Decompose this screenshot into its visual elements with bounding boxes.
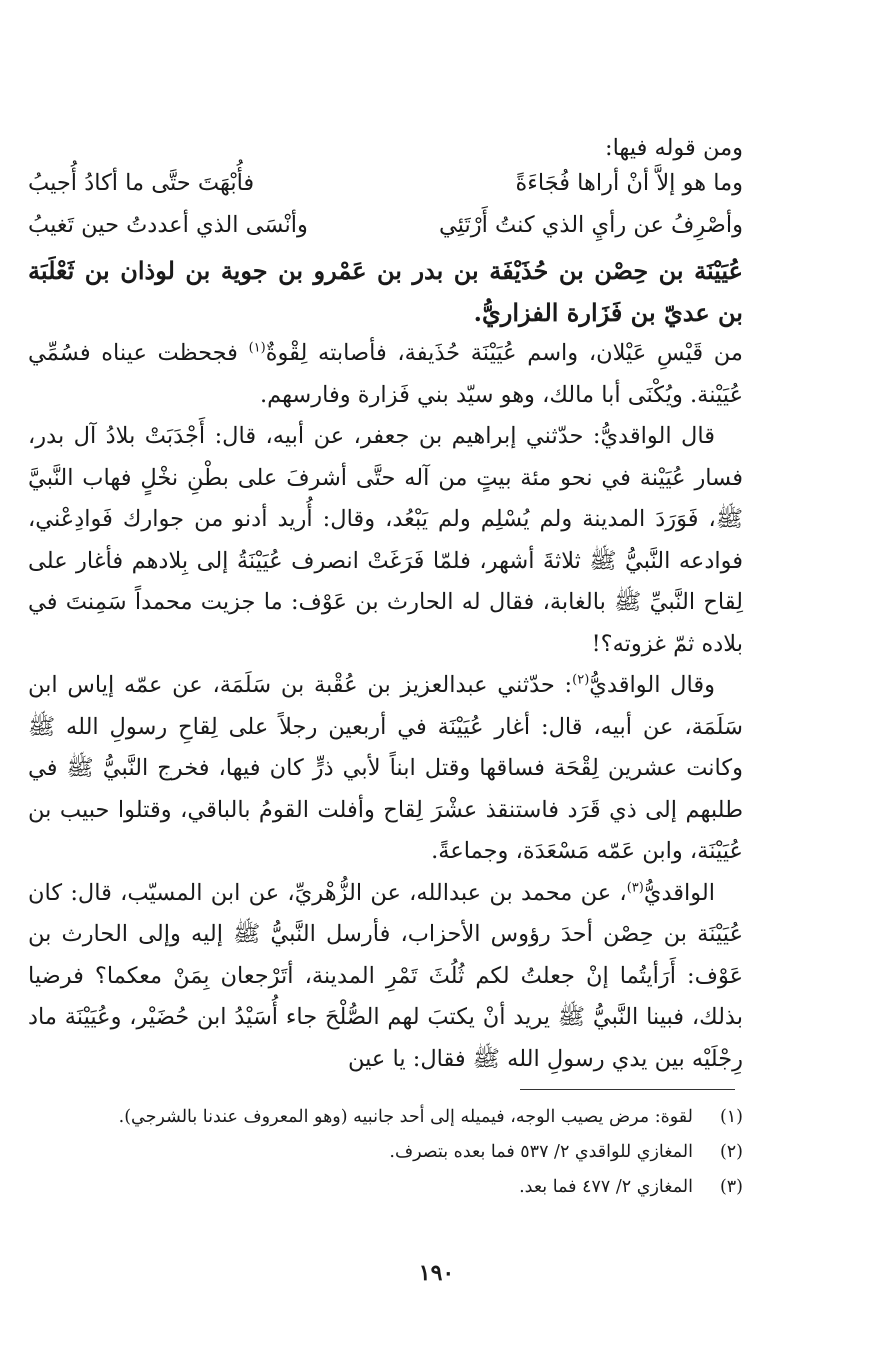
footnote-2 [28,1135,743,1170]
poem-verses [28,163,743,246]
paragraph-1-part-a: من قَيْسِ عَيْلان، واسم عُيَيْنَة حُذَيفة، فأصابته لِقْوةٌ [265,340,743,366]
verse-1-second-hemistich: فأُبْهَتَ حتَّى ما أكادُ أُجيبُ [28,170,255,196]
footnote-divider [520,1089,735,1090]
footnote-ref-2[interactable]: (٢) [572,672,590,688]
footnote-3 [28,1170,743,1205]
footnote-ref-1[interactable]: (١) [248,340,266,356]
paragraph-1 [28,333,743,416]
footnote-number: (٣) [719,1177,743,1197]
paragraph-4 [28,873,743,1081]
paragraph-4-part-b: ، عن محمد بن عبدالله، عن الزُّهْريِّ، عن ابن المسيّب، قال: كان عُيَيْنَة بن حِصْن أحدَ رؤوس الأحزاب، فأرسل النَّبيُّ ﷺ إليه وإلى الحارث بن عَوْف: أَرَأيتُما إنْ جعلتُ لكم ثُلُثَ تَمْرِ المدينة، أتَرْجعان بِمَنْ معكما؟ فرضيا بذلك، فبينا النَّبيُّ ﷺ يريد أنْ يكتبَ لهم الصُّلْحَ جاء أُسَيْدُ ابن حُضَيْر، وعُيَيْنَة ماد رِجْلَيْه بين يدي رسولِ الله ﷺ فقال: يا عين [28,879,743,1072]
paragraph-3-part-a: وقال الواقديُّ [589,672,715,698]
intro-line: ومن قوله فيها: [605,135,743,161]
paragraph-3-part-b: : حدّثني عبدالعزيز بن عُقْبة بن سَلَمَة، عن عمّه إياس ابن سَلَمَة، عن أبيه، قال: أغار عُيَيْنَة في أربعين رجلاً على لِقاحِ رسولِ الله ﷺ وكانت عشرين لِقْحَة فساقها وقتل ابناً لأبي ذرٍّ كان فيها، فخرج النَّبيُّ ﷺ في طلبهم إلى ذي قَرَد فاستنقذ عشْرَ لِقاح وأفلت القومُ بالباقي، وقتلوا حبيب بن عُيَيْنَة، وابن عَمّه مَسْعَدَة، وجماعةً. [28,672,743,864]
paragraph-3 [28,665,743,873]
footnote-text: لقوة: مرض يصيب الوجه، فيميله إلى أحد جانبيه (وهو المعروف عندنا بالشرجي). [118,1107,693,1127]
page-number: ١٩٠ [418,1260,455,1286]
footnotes [28,1100,743,1205]
footnote-ref-3[interactable]: (٣) [626,880,644,895]
footnote-text: المغازي للواقدي ٢/ ٥٣٧ فما بعده بتصرف. [389,1142,693,1162]
paragraph-1-part-b: فجحظت عيناه فسُمِّي عُيَيْنة. ويُكْنَى أبا مالك، وهو سيّد بني فَزارة وفارسهم. [28,340,743,408]
verse-line-1 [28,163,743,205]
verse-1-first-hemistich: وما هو إلاَّ أنْ أراها فُجَاءَةً [515,170,743,196]
biography-heading: عُيَيْنَة بن حِصْن بن حُذَيْفَة بن بدر بن عَمْرو بن جوية بن لوذان بن ثَعْلَبَة بن عديّ بن فَزَارة الفزاريُّ. [28,256,743,327]
paragraph-2: قال الواقديُّ: حدّثني إبراهيم بن جعفر، عن أبيه، قال: أَجْدَبَتْ بلادُ آل بدر، فسار عُيَيْنة في نحو مئة بيتٍ من آله حتَّى أشرفَ على بطْنِ نخْلٍ فهاب النَّبيَّ ﷺ، فَوَرَدَ المدينة ولم يُسْلِم ولم يَبْعُد، وقال: أُريد أدنو من جوارك فَوادِعْني، فوادعه النَّبيُّ ﷺ ثلاثةَ أشهر، فلمّا فَرَغَتْ انصرف عُيَيْنَةُ إلى بِلادهم فأغار على لِقاح النَّبيِّ ﷺ بالغابة، فقال له الحارث بن عَوْف: ما جزيت محمداً سَمِنتَ في بلاده ثمّ غزوته؟! [28,423,743,657]
footnote-number: (٢) [719,1142,743,1162]
footnote-number: (١) [719,1107,743,1127]
paragraph-4-part-a: الواقديُّ [643,879,715,906]
footnote-1 [28,1100,743,1135]
verse-2-second-hemistich: وأنْسَى الذي أعددتُ حين تَغيبُ [28,211,308,238]
main-text [28,333,743,1080]
verse-2-first-hemistich: وأصْرِفُ عن رأيِ الذي كنتُ أَرْتَئِي [438,211,743,238]
footnote-text: المغازي ٢/ ٤٧٧ فما بعد. [519,1177,693,1197]
verse-line-2 [28,205,743,247]
